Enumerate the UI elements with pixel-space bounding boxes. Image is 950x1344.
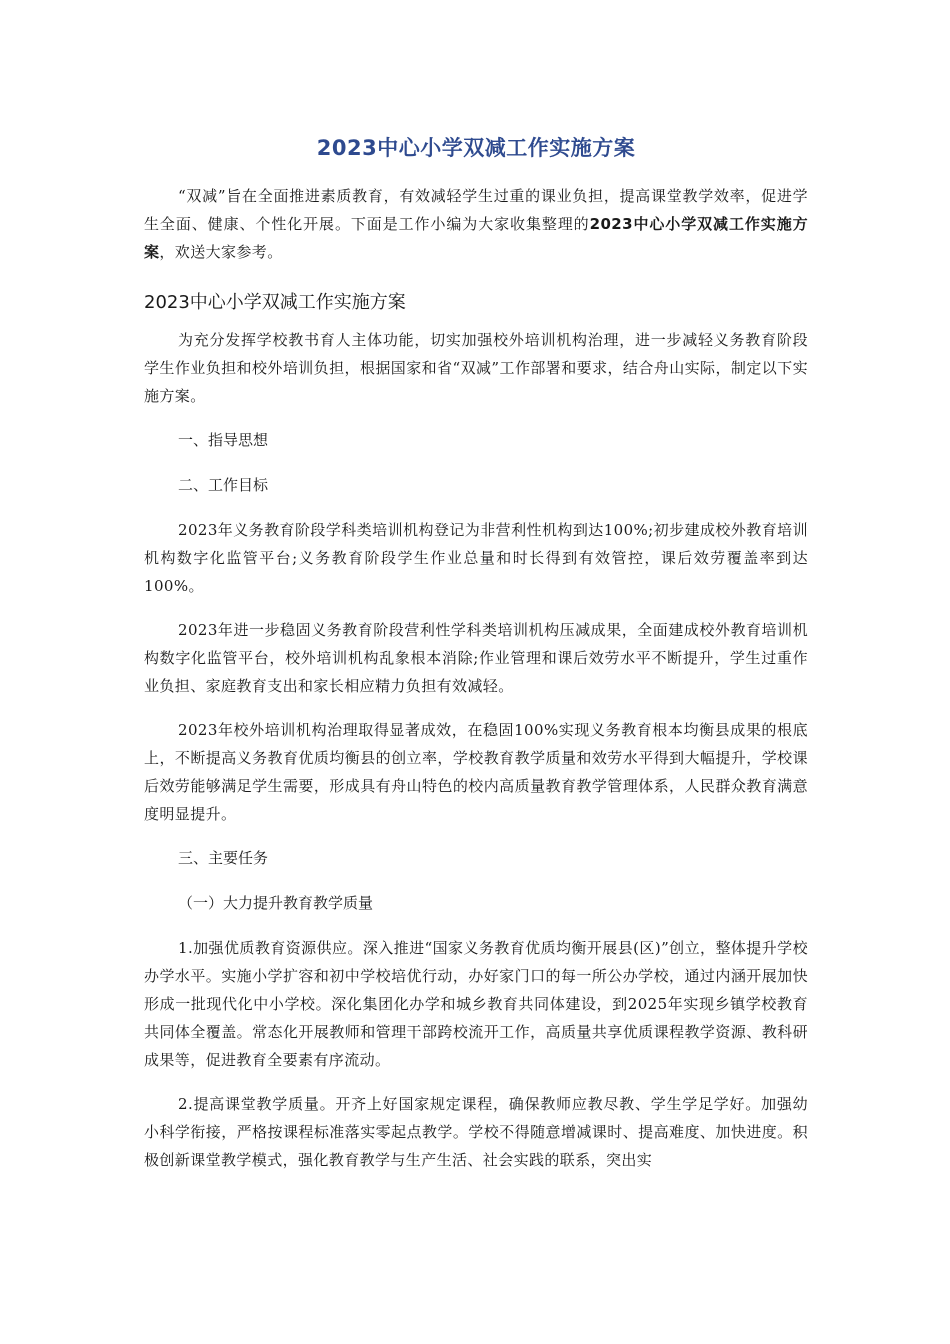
- heading-task-1: （一）大力提升教育教学质量: [178, 894, 374, 912]
- paragraph-goal-2: 2023年进一步稳固义务教育阶段营利性学科类培训机构压减成果，全面建成校外教育培训机构数字化监管平台，校外培训机构乱象根本消除;作业管理和课后效劳水平不断提升，学生过重作业负担、家庭教育支出和家长相应精力负担有效减轻。: [144, 621, 808, 695]
- paragraph-goal-1: 2023年义务教育阶段学科类培训机构登记为非营利性机构到达100%;初步建成校外教育培训机构数字化监管平台;义务教育阶段学生作业总量和时长得到有效管控，课后效劳覆盖率到达100%。: [144, 521, 808, 595]
- paragraph-goal-3: 2023年校外培训机构治理取得显著成效，在稳固100%实现义务教育根本均衡县成果的根底上，不断提高义务教育优质均衡县的创立率，学校教育教学质量和效劳水平得到大幅提升，学校课后效劳能够满足学生需要，形成具有舟山特色的校内高质量教育教学管理体系，人民群众教育满意度明显提升。: [144, 721, 808, 823]
- intro-text-after: ，欢送大家参考。: [159, 243, 283, 261]
- document-page: [144, 128, 808, 1190]
- section-heading: 2023中心小学双减工作实施方案: [144, 292, 406, 313]
- intro-bold-title: 2023中心小学双减工作实施方案: [144, 215, 809, 261]
- intro-paragraph: [144, 182, 808, 266]
- paragraph-task-1-1: 1.加强优质教育资源供应。深入推进“国家义务教育优质均衡开展县(区)”创立，整体提升学校办学水平。实施小学扩容和初中学校培优行动，办好家门口的每一所公办学校，通过内涵开展加快形成一批现代化中小学校。深化集团化办学和城乡教育共同体建设，到2025年实现乡镇学校教育共同体全覆盖。常态化开展教师和管理干部跨校流开工作，高质量共享优质课程教学资源、教科研成果等，促进教育全要素有序流动。: [144, 939, 808, 1069]
- heading-main-tasks: 三、主要任务: [178, 849, 269, 867]
- paragraph-purpose: 为充分发挥学校教书育人主体功能，切实加强校外培训机构治理，进一步减轻义务教育阶段学生作业负担和校外培训负担，根据国家和省“双减”工作部署和要求，结合舟山实际，制定以下实施方案。: [144, 331, 808, 405]
- document-title: 2023中心小学双减工作实施方案: [316, 136, 636, 160]
- paragraph-task-1-2: 2.提高课堂教学质量。开齐上好国家规定课程，确保教师应教尽教、学生学足学好。加强幼小科学衔接，严格按课程标准落实零起点教学。学校不得随意增减课时、提高难度、加快进度。积极创新课堂教学模式，强化教育教学与生产生活、社会实践的联系，突出实: [144, 1095, 808, 1169]
- intro-text-before: “双减”旨在全面推进素质教育，有效减轻学生过重的课业负担，提高课堂教学效率，促进学生全面、健康、个性化开展。下面是工作小编为大家收集整理的: [144, 187, 808, 233]
- heading-guiding-ideology: 一、指导思想: [178, 431, 269, 449]
- heading-work-goals: 二、工作目标: [178, 476, 269, 494]
